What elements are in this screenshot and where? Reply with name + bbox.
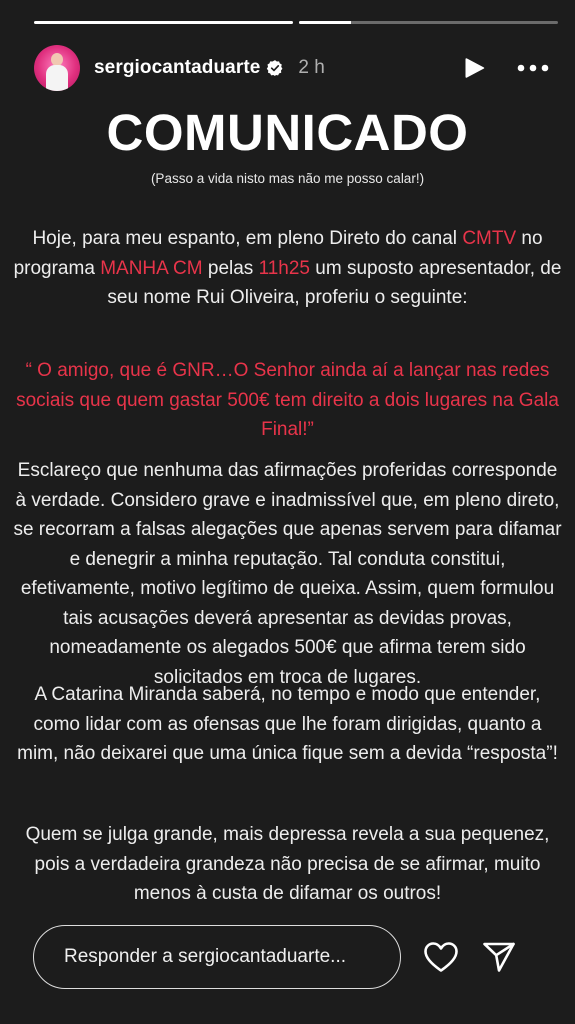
paragraph-clarification: Esclareço que nenhuma das afirmações proferidas corresponde à verdade. Considero grave e inadmissível que, em pleno direto, se recorram a falsas alegações que apenas servem para difamar e denegrir a minha reputação. Tal conduta constitui, efetivamente, motivo legítimo de queixa. Assim, quem formulou tais acusações deverá apresentar as devidas provas, nomeadamente os alegados 500€ que afirma terem sido solicitados em troca de lugares. <box>13 460 562 688</box>
progress-fill-1 <box>34 21 293 24</box>
more-options-button[interactable] <box>516 55 550 81</box>
like-button[interactable] <box>421 937 461 977</box>
avatar-body <box>46 65 68 91</box>
share-button[interactable] <box>479 937 519 977</box>
time-ago: 2 h <box>298 57 325 78</box>
progress-fill-2 <box>299 21 351 24</box>
story-title: COMUNICADO <box>106 104 469 161</box>
program-name: MANHA CM <box>100 257 203 279</box>
avatar[interactable] <box>34 45 80 91</box>
intro-text-1: Hoje, para meu espanto, em pleno Direto do canal <box>32 228 463 249</box>
progress-segment-1 <box>34 21 293 24</box>
story-subtitle: (Passo a vida nisto mas não me posso calar!) <box>150 171 425 186</box>
intro-text-4: um suposto apresentador, de seu nome Rui Oliveira, proferiu o seguinte: <box>107 257 562 308</box>
broadcast-time: 11h25 <box>258 257 311 279</box>
paragraph-closing: Quem se julga grande, mais depressa revela a sua pequenez, pois a verdadeira grandeza não precisa de se afirmar, muito menos à custa de difamar os outros! <box>25 824 550 904</box>
intro-text-3: pelas <box>202 257 259 279</box>
progress-segment-2 <box>299 21 558 24</box>
heart-icon <box>423 941 459 973</box>
paragraph-catarina: A Catarina Miranda saberá, no tempo e modo que entender, como lidar com as ofensas que lhe foram dirigidas, quanto a mim, não deixarei que uma única fique sem a devida “resposta”! <box>17 684 558 764</box>
verified-badge-icon <box>266 59 284 77</box>
reply-input[interactable] <box>33 925 401 989</box>
username[interactable]: sergiocantaduarte <box>94 57 261 78</box>
channel-name: CMTV <box>462 228 517 249</box>
quoted-statement: “ O amigo, que é GNR…O Senhor ainda aí a lançar nas redes sociais que quem gastar 500€ tem direito a dois lugares na Gala Final!” <box>16 360 559 440</box>
play-icon <box>464 56 486 80</box>
story-header <box>34 44 550 92</box>
send-icon <box>482 941 516 973</box>
more-options-icon <box>517 64 549 72</box>
intro-text-2: no programa <box>13 228 543 279</box>
paragraph-intro <box>12 224 563 313</box>
reply-bar <box>33 925 554 989</box>
reply-placeholder: Responder a sergiocantaduarte... <box>64 946 347 967</box>
story-progress <box>34 21 558 24</box>
play-button[interactable] <box>462 55 488 81</box>
